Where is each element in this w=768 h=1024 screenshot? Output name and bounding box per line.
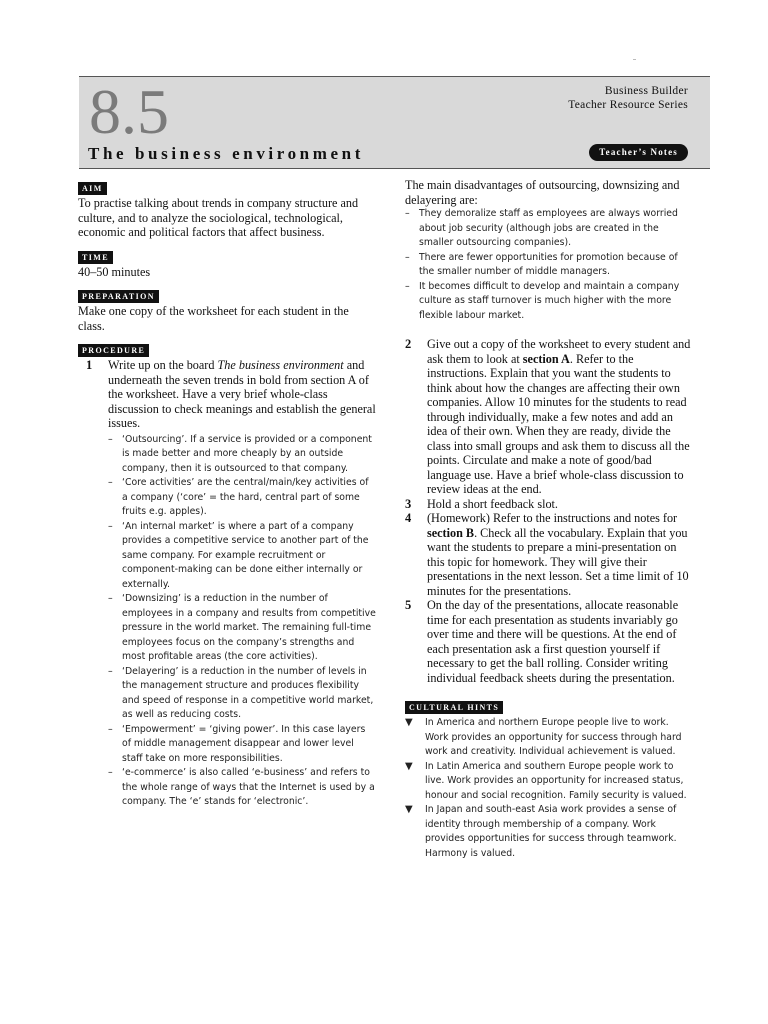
step-1-text-b: and underneath the seven trends in bold from section A of the worksheet. Have a very brief whole-class discussion to check meanings and establish the general issues.	[108, 358, 376, 430]
step-2-text-a: Give out a copy of the worksheet to every student and ask them to look at	[427, 337, 691, 366]
disadvantage-item	[405, 280, 693, 324]
cultural-hint	[405, 803, 693, 861]
trend-definition	[108, 592, 376, 665]
triangle-bullet-icon: ▼	[405, 717, 413, 728]
trend-definition-text: ‘Downsizing’ is a reduction in the number of employees in a company and results from competitive pressure in the world market. The remaining full-time employees focus on the company’s strengths and most profitable areas (the core activities).	[122, 593, 376, 662]
trend-definition	[108, 665, 376, 723]
trend-definition	[108, 476, 376, 520]
trend-definition-text: ‘An internal market’ is where a part of a company provides a competitive service to another part of the same company. For example recruitment or component-making can be done either internally or externally.	[122, 520, 369, 590]
step-2-section-ref: section A	[522, 351, 570, 366]
dash-bullet: –	[108, 665, 113, 677]
step-5-text: On the day of the presentations, allocate reasonable time for each presentation as students invariably go over time and there will be questions. At the end of each presentation ask a first question yourself if necessary to get the ball rolling. Consider writing individual feedback sheets during the presentation.	[427, 598, 679, 685]
dash-bullet: –	[108, 723, 113, 735]
cultural-hints-label: CULTURAL HINTS	[405, 701, 503, 714]
trend-definition	[108, 723, 376, 767]
right-column	[405, 178, 693, 861]
trend-definition	[108, 766, 376, 810]
step-number: 5	[405, 598, 412, 612]
time-label: TIME	[78, 251, 113, 264]
dash-bullet: –	[108, 593, 113, 604]
time-text: 40–50 minutes	[78, 264, 151, 279]
cultural-hint	[405, 760, 693, 804]
trend-definition-text: ‘Empowerment’ = ‘giving power’. In this case layers of middle management disappear and lower level staff take on more responsibilities.	[122, 723, 366, 764]
trend-definition-text: ‘e-commerce’ is also called ‘e-business’ and refers to the whole range of ways that the Internet is used by a company. The ‘e’ stands for ‘electronic’.	[122, 767, 375, 807]
dash-bullet: –	[108, 767, 113, 778]
step-4-text-a: (Homework) Refer to the instructions and notes for	[427, 511, 678, 525]
step-1-text-a: Write up on the board	[108, 358, 218, 372]
trend-definitions-list	[108, 433, 376, 810]
cultural-hint-text: In Japan and south-east Asia work provides a sense of identity through membership of a company. Work provides opportunities for success through teamwork. Harmony is valued.	[425, 804, 677, 859]
procedure-step-3	[405, 497, 693, 512]
trend-definition-text: ‘Delayering’ is a reduction in the number of levels in the management structure and produces flexibility and speed of response in a competitive world market, as well as reducing costs.	[122, 665, 374, 720]
disadvantages-list	[405, 207, 693, 323]
triangle-bullet-icon: ▼	[405, 760, 413, 772]
disadvantage-item-text: They demoralize staff as employees are always worried about job security (although jobs are created in the smaller outsourcing companies).	[419, 208, 678, 248]
procedure-step-4	[405, 511, 693, 598]
step-number: 1	[86, 358, 93, 372]
dash-bullet: –	[405, 280, 410, 292]
triangle-bullet-icon: ▼	[405, 804, 413, 815]
step-number: 3	[405, 496, 412, 511]
disadvantage-item-text: There are fewer opportunities for promotion because of the smaller number of middle managers.	[419, 251, 678, 277]
step-number: 4	[405, 511, 412, 525]
worksheet-header	[79, 76, 710, 169]
trend-definition	[108, 520, 376, 593]
procedure-step-5	[405, 598, 693, 685]
procedure-label: PROCEDURE	[78, 344, 149, 357]
series-line-1: Business Builder	[604, 85, 688, 97]
procedure-step-1	[86, 358, 376, 810]
teachers-notes-badge: Teacher’s Notes	[589, 144, 688, 161]
aim-text: To practise talking about trends in company structure and culture, and to analyze the sociological, technological, economic and political factors that affect business.	[78, 196, 359, 239]
trend-definition-text: ‘Core activities’ are the central/main/key activities of a company (‘core’ = the hard, central part of some fruits e.g. apples).	[122, 477, 369, 517]
step-3-text: Hold a short feedback slot.	[427, 496, 558, 511]
disadvantages-intro: The main disadvantages of outsourcing, downsizing and delayering are:	[405, 178, 680, 207]
step-number: 2	[405, 337, 412, 351]
step-2-text-b: . Refer to the instructions. Explain that you want the students to think about how the changes are affecting their own companies. Allow 10 minutes for the students to read through individually, make a few notes and add an idea of their own. When they are ready, divide the class into small groups and ask them to discuss all the points. Circulate and make a note of good/bad language use. Have a brief whole-class discussion to review ideas at the end.	[427, 351, 690, 496]
dash-bullet: –	[108, 433, 113, 445]
preparation-text: Make one copy of the worksheet for each student in the class.	[78, 304, 349, 333]
dash-bullet: –	[405, 251, 410, 263]
disadvantage-item	[405, 207, 693, 251]
page-title: The business environment	[88, 144, 364, 163]
trend-definition-text: ‘Outsourcing’. If a service is provided or a component is made better and more cheaply by an outside company, then it is outsourced to that company.	[122, 433, 372, 474]
cultural-hint	[405, 716, 693, 760]
series-title	[568, 84, 688, 112]
step-4-section-ref: section B	[427, 525, 475, 540]
disadvantage-item-text: It becomes difficult to develop and maintain a company culture as staff turnover is much higher with the more flexible labour market.	[419, 280, 680, 321]
dash-bullet: –	[108, 520, 113, 532]
cultural-hints-list	[405, 716, 693, 861]
dash-bullet: –	[108, 477, 113, 488]
trend-definition	[108, 433, 376, 477]
disadvantage-item	[405, 251, 693, 280]
step-4-text-b: . Check all the vocabulary. Explain that you want the students to prepare a mini-presentation on this topic for homework. They will give their presentations in the next lesson. Set a time limit of 10 minutes for the presentations.	[427, 525, 689, 598]
cultural-hint-text: In Latin America and southern Europe people work to live. Work provides an opportunity for increased status, honour and social recognition. Family security is valued.	[425, 760, 687, 801]
aim-label: AIM	[78, 182, 107, 195]
unit-number: 8.5	[89, 76, 169, 147]
page-mark	[633, 59, 636, 60]
preparation-label: PREPARATION	[78, 290, 159, 303]
cultural-hint-text: In America and northern Europe people live to work. Work provides an opportunity for success through hard work and creativity. Individual achievement is valued.	[425, 717, 682, 757]
dash-bullet: –	[405, 208, 410, 219]
series-line-2: Teacher Resource Series	[568, 99, 688, 111]
left-column	[78, 178, 376, 810]
procedure-step-2	[405, 337, 693, 497]
step-1-board-title: The business environment	[217, 358, 344, 372]
